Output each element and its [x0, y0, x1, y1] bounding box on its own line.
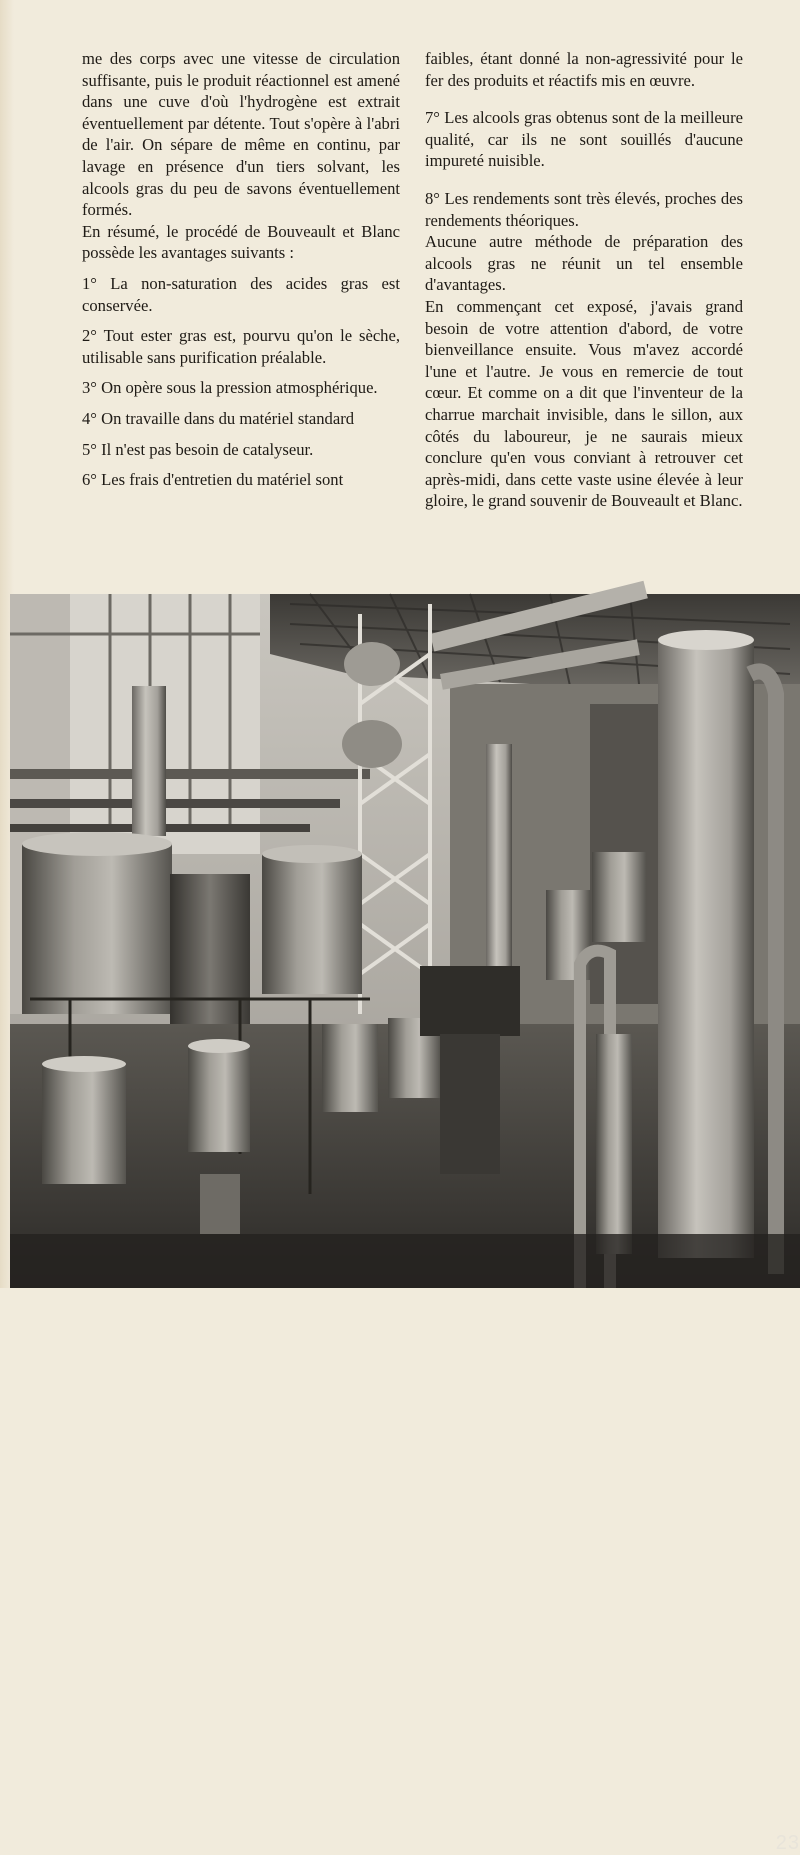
left-text-column [82, 48, 400, 500]
list-item: 4° On travaille dans du matériel standard [82, 408, 355, 428]
paragraph: Aucune autre méthode de préparation des alcools gras ne réunit un tel ensemble d'avantages. [425, 232, 743, 295]
page-number: 23 [775, 1832, 800, 1854]
paragraph: En résumé, le procédé de Bouveault et Blanc possède les avantages suivants : [82, 221, 400, 263]
list-item: 3° On opère sous la pression atmosphérique. [82, 378, 378, 398]
paragraph: me des corps avec une vitesse de circulation suffisante, puis le produit réactionnel est amené dans une cuve d'où l'hydrogène est extrait éventuellement par détente. Tout s'opère à l'abri de l'air. On sépare de même en continu, par lavage en présence d'un tiers solvant, les alcools gras du peu de savons éventuellement formés. [82, 49, 400, 220]
list-item: 8° Les rendements sont très élevés, proches des rendements théoriques. [425, 188, 743, 230]
right-text-column [425, 48, 743, 512]
list-item: 1° La non-saturation des acides gras est conservée. [82, 273, 400, 315]
list-item: 2° Tout ester gras est, pourvu qu'on le sèche, utilisable sans purification préalable. [82, 326, 400, 367]
paragraph: En commençant cet exposé, j'avais grand besoin de votre attention d'abord, de votre bienveillance ensuite. Vous m'avez accordé l'une et l'autre. Je vous en remercie de tout cœur. Et comme on a dit que l'inventeur de la charrue marchait invisible, dans le sillon, aux côtés du laboureur, je ne saurais mieux conclure qu'en vous conviant à retrouver cet après-midi, dans cette vaste usine élevée à leur gloire, le grand souvenir de Bouveault et Blanc. [425, 296, 743, 511]
factory-photograph [10, 594, 800, 1854]
list-item: 6° Les frais d'entretien du matériel sont [82, 470, 344, 490]
paragraph: faibles, étant donné la non-agressivité pour le fer des produits et réactifs mis en œuvre. [425, 49, 743, 90]
bottom-margin [0, 1288, 800, 1306]
list-item: 5° Il n'est pas besoin de catalyseur. [82, 439, 314, 459]
list-item: 7° Les alcools gras obtenus sont de la meilleure qualité, car ils ne sont souillés d'aucune impureté nuisible. [425, 108, 743, 171]
